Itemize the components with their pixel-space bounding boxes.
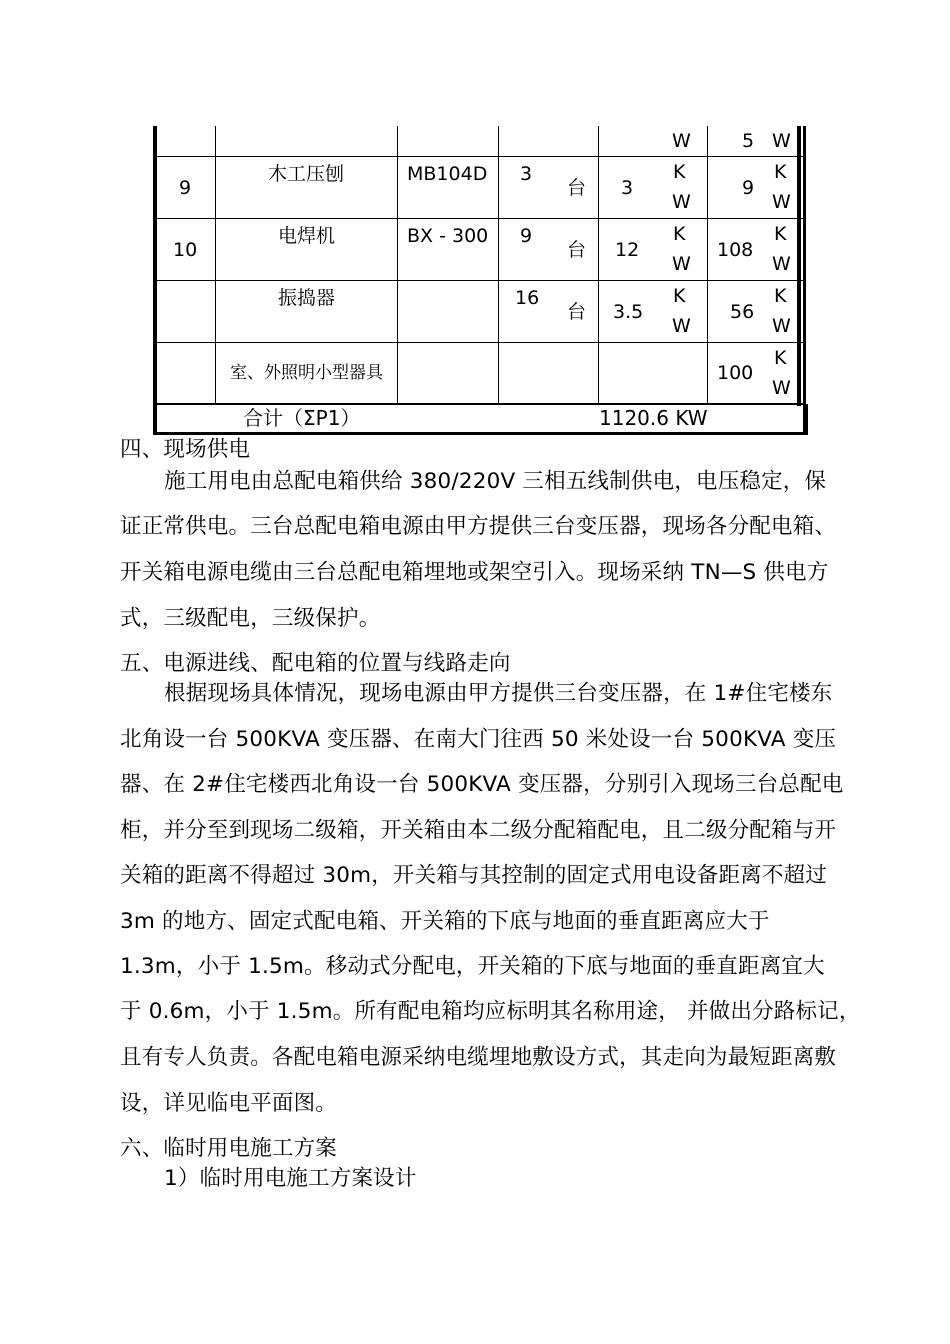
total-power: 56: [730, 300, 755, 323]
section-heading: 五、电源进线、配电箱的位置与线路走向: [120, 651, 511, 676]
paragraph-line: 设，详见临电平面图。: [120, 1091, 338, 1116]
paragraph-line: 开关箱电源电缆由三台总配电箱埋地或架空引入。现场采纳 TN—S 供电方: [120, 560, 829, 585]
equipment-name: 电焊机: [278, 225, 336, 247]
total-power: 9: [742, 176, 755, 199]
total-unit: W: [772, 253, 791, 275]
table-total-row: [157, 403, 803, 432]
subsection-heading: 1）临时用电施工方案设计: [164, 1166, 417, 1191]
equipment-model: BX - 300: [407, 225, 489, 247]
paragraph-line: 北角设一台 500KVA 变压器、在南大门往西 50 米处设一台 500KVA 变压: [120, 727, 837, 752]
table-row: [157, 126, 803, 156]
quantity-unit: 台: [567, 239, 587, 261]
paragraph-line: 关箱的距离不得超过 30m，开关箱与其控制的固定式用电设备距离不超过: [120, 863, 827, 888]
quantity: 3: [520, 163, 533, 185]
total-power: 100: [717, 362, 754, 384]
total-unit: K: [774, 161, 787, 183]
table-border: [797, 126, 801, 406]
total-unit: K: [774, 347, 787, 369]
paragraph-line: 证正常供电。三台总配电箱电源由甲方提供三台变压器，现场各分配电箱、: [120, 514, 837, 539]
total-unit: W: [772, 377, 791, 399]
row-number: 9: [179, 176, 192, 199]
quantity: 9: [520, 225, 533, 247]
paragraph-line: 式，三级配电，三级保护。: [120, 606, 381, 631]
section-heading: 四、现场供电: [120, 437, 251, 462]
table-row: [157, 156, 803, 218]
power-unit: W: [672, 191, 691, 213]
equipment-load-table: [153, 126, 806, 435]
paragraph-line: 柜，并分至到现场二级箱，开关箱由本二级分配箱配电，且二级分配箱与开: [120, 818, 837, 843]
unit-power: 12: [615, 238, 640, 261]
total-unit: K: [774, 223, 787, 245]
table-row: [157, 218, 803, 280]
total-value: 5: [742, 130, 755, 152]
quantity: 16: [515, 287, 540, 309]
power-unit: K: [673, 223, 686, 245]
table-border: [805, 404, 808, 435]
equipment-name: 振捣器: [278, 287, 336, 309]
paragraph-line: 施工用电由总配电箱供给 380/220V 三相五线制供电，电压稳定，保: [164, 469, 827, 494]
equipment-name: 木工压刨: [268, 163, 345, 185]
total-unit: W: [772, 315, 791, 337]
paragraph-line: 根据现场具体情况，现场电源由甲方提供三台变压器，在 1#住宅楼东: [164, 681, 833, 706]
power-unit: K: [673, 285, 686, 307]
unit-power: 3.5: [613, 300, 644, 323]
row-number: 10: [173, 238, 198, 261]
total-value: 1120.6 KW: [599, 406, 708, 430]
quantity-unit: 台: [567, 301, 587, 323]
table-row: [157, 342, 803, 403]
unit-power: 3: [621, 176, 634, 199]
power-unit: W: [672, 130, 691, 152]
paragraph-line: 器、在 2#住宅楼西北角设一台 500KVA 变压器，分别引入现场三台总配电: [120, 772, 844, 797]
power-unit: W: [672, 315, 691, 337]
section-heading: 六、临时用电施工方案: [120, 1136, 338, 1161]
equipment-name: 室、外照明小型器具: [230, 363, 383, 383]
total-power: 108: [717, 238, 754, 261]
table-row: [157, 280, 803, 342]
paragraph-line: 3m 的地方、固定式配电箱、开关箱的下底与地面的垂直距离应大于: [120, 909, 770, 934]
total-unit: K: [774, 285, 787, 307]
power-unit: W: [672, 253, 691, 275]
paragraph-line: 且有专人负责。各配电箱电源采纳电缆埋地敷设方式，其走向为最短距离敷: [120, 1045, 837, 1070]
power-unit: K: [673, 161, 686, 183]
total-unit: W: [772, 130, 791, 152]
total-unit: W: [772, 191, 791, 213]
paragraph-line: 1.3m，小于 1.5m。移动式分配电，开关箱的下底与地面的垂直距离宜大: [120, 954, 825, 979]
quantity-unit: 台: [567, 177, 587, 199]
equipment-model: MB104D: [407, 163, 488, 185]
total-label: 合计（ΣP1）: [243, 406, 361, 430]
paragraph-line: 于 0.6m，小于 1.5m。所有配电箱均应标明其名称用途， 并做出分路标记，: [120, 999, 861, 1024]
